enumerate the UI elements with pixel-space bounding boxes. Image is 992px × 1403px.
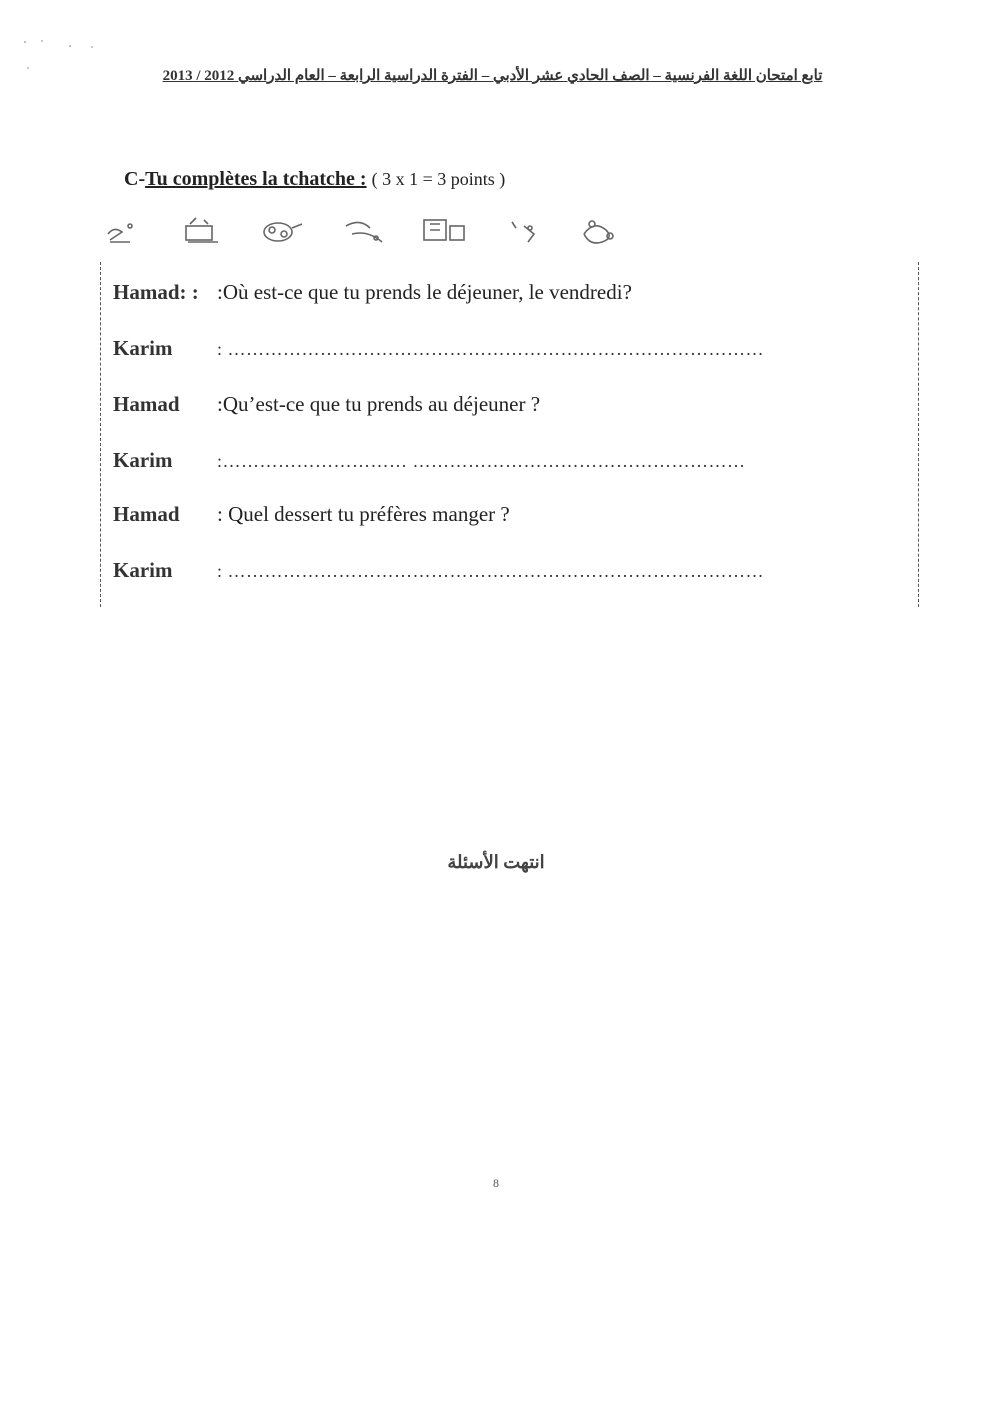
dialogue-line — [113, 502, 510, 534]
dialogue-line — [113, 336, 764, 368]
speaker-label: Karim — [113, 448, 173, 472]
speaker-label: Karim — [113, 558, 173, 582]
doodle-icon — [264, 223, 302, 241]
doodle-icon — [346, 222, 382, 242]
speaker-label: Hamad: : — [113, 280, 199, 304]
doodle-icon — [186, 218, 218, 242]
speaker-label: Hamad — [113, 502, 180, 526]
question-text: : Quel dessert tu préfères manger ? — [217, 502, 510, 526]
answer-blank: :………………………… ……………………………………………… — [217, 451, 746, 471]
exam-header: تابع امتحان اللغة الفرنسية – الصف الحادي عشر الأدبي – الفترة الدراسية الرابعة – العام الدراسي 2012 / 2013 — [162, 68, 823, 84]
doodle-icon — [424, 220, 464, 240]
doodle-icon — [512, 222, 534, 242]
answer-blank: : …………………………………………………………………………… — [217, 561, 765, 581]
clipart-row — [100, 212, 660, 252]
section-points: ( 3 x 1 = 3 points ) — [371, 169, 506, 189]
question-text: :Qu’est-ce que tu prends au déjeuner ? — [217, 392, 541, 416]
doodle-icon — [108, 224, 132, 242]
doodle-icon — [584, 221, 613, 243]
speaker-label: Karim — [113, 336, 173, 360]
section-prefix: C- — [124, 168, 146, 190]
dialogue-box — [100, 262, 919, 607]
dialogue-line — [113, 448, 746, 480]
section-heading: Tu complètes la tchatche : — [145, 168, 367, 190]
question-text: :Où est-ce que tu prends le déjeuner, le vendredi? — [217, 280, 632, 304]
dialogue-line — [113, 280, 632, 312]
speaker-label: Hamad — [113, 392, 180, 416]
scan-specks — [20, 38, 110, 78]
dialogue-line — [113, 392, 540, 424]
section-title — [124, 168, 505, 191]
page-number: 8 — [493, 1176, 499, 1190]
answer-blank: : …………………………………………………………………………… — [217, 339, 765, 359]
dialogue-line — [113, 558, 764, 590]
end-of-questions: انتهت الأسئلة — [447, 852, 545, 872]
